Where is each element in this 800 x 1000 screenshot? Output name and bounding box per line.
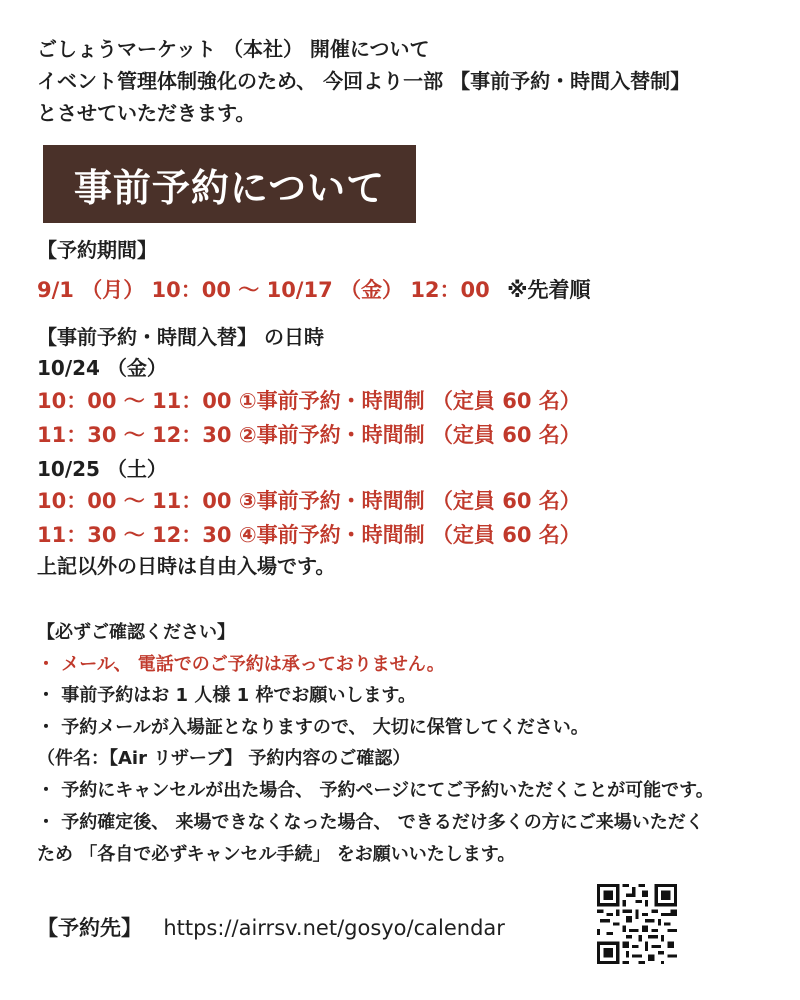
note-item: ・ メール、 電話でのご予約は承っておりません。 xyxy=(37,654,445,675)
schedule-day-1: 10/24 （金） xyxy=(37,356,167,380)
note-item: （件名：【Air リザーブ】 予約内容のご確認） xyxy=(37,748,411,769)
note-item: ・ 事前予約はお 1 人様 1 枠でお願いします。 xyxy=(37,685,416,706)
intro-line-2: イベント管理体制強化のため、 今回より一部 【事前予約・時間入替制】 xyxy=(37,69,691,93)
period-row xyxy=(37,274,591,304)
note-item: ・ 予約メールが入場証となりますので、 大切に保管してください。 xyxy=(37,717,589,738)
time-slot-1: 10：00 ～ 11：00 ①事前予約・時間制 （定員 60 名） xyxy=(37,389,581,413)
period-note: ※先着順 xyxy=(507,278,591,302)
contact-url[interactable]: https://airrsv.net/gosyo/calendar xyxy=(163,916,505,940)
time-slot-2: 11：30 ～ 12：30 ②事前予約・時間制 （定員 60 名） xyxy=(37,423,581,447)
contact-row xyxy=(37,912,505,942)
intro-line-1: ごしょうマーケット （本社） 開催について xyxy=(37,37,430,61)
schedule-day-2: 10/25 （土） xyxy=(37,457,167,481)
intro-line-3: とさせていただきます。 xyxy=(37,101,256,125)
note-item: ため 「各自で必ずキャンセル手続」 をお願いいたします。 xyxy=(37,844,516,865)
banner-title: 事前予約について xyxy=(43,145,416,223)
time-slot-3: 10：00 ～ 11：00 ③事前予約・時間制 （定員 60 名） xyxy=(37,489,581,513)
note-item: ・ 予約確定後、 来場できなくなった場合、 できるだけ多くの方にご来場いただく xyxy=(37,812,704,833)
period-heading-text: 【予約期間】 xyxy=(37,238,157,262)
qr-code-icon[interactable] xyxy=(597,884,677,964)
notes-heading: 【必ずご確認ください】 xyxy=(37,622,235,643)
note-item: ・ 予約にキャンセルが出た場合、 予約ページにてご予約いただくことが可能です。 xyxy=(37,780,714,801)
time-slot-4: 11：30 ～ 12：30 ④事前予約・時間制 （定員 60 名） xyxy=(37,523,581,547)
contact-label: 【予約先】 xyxy=(37,916,142,940)
period-value: 9/1 （月） 10：00 ～ 10/17 （金） 12：00 xyxy=(37,278,490,302)
free-entry-text: 上記以外の日時は自由入場です。 xyxy=(37,554,336,578)
schedule-heading: 【事前予約・時間入替】 の日時 xyxy=(37,325,324,349)
